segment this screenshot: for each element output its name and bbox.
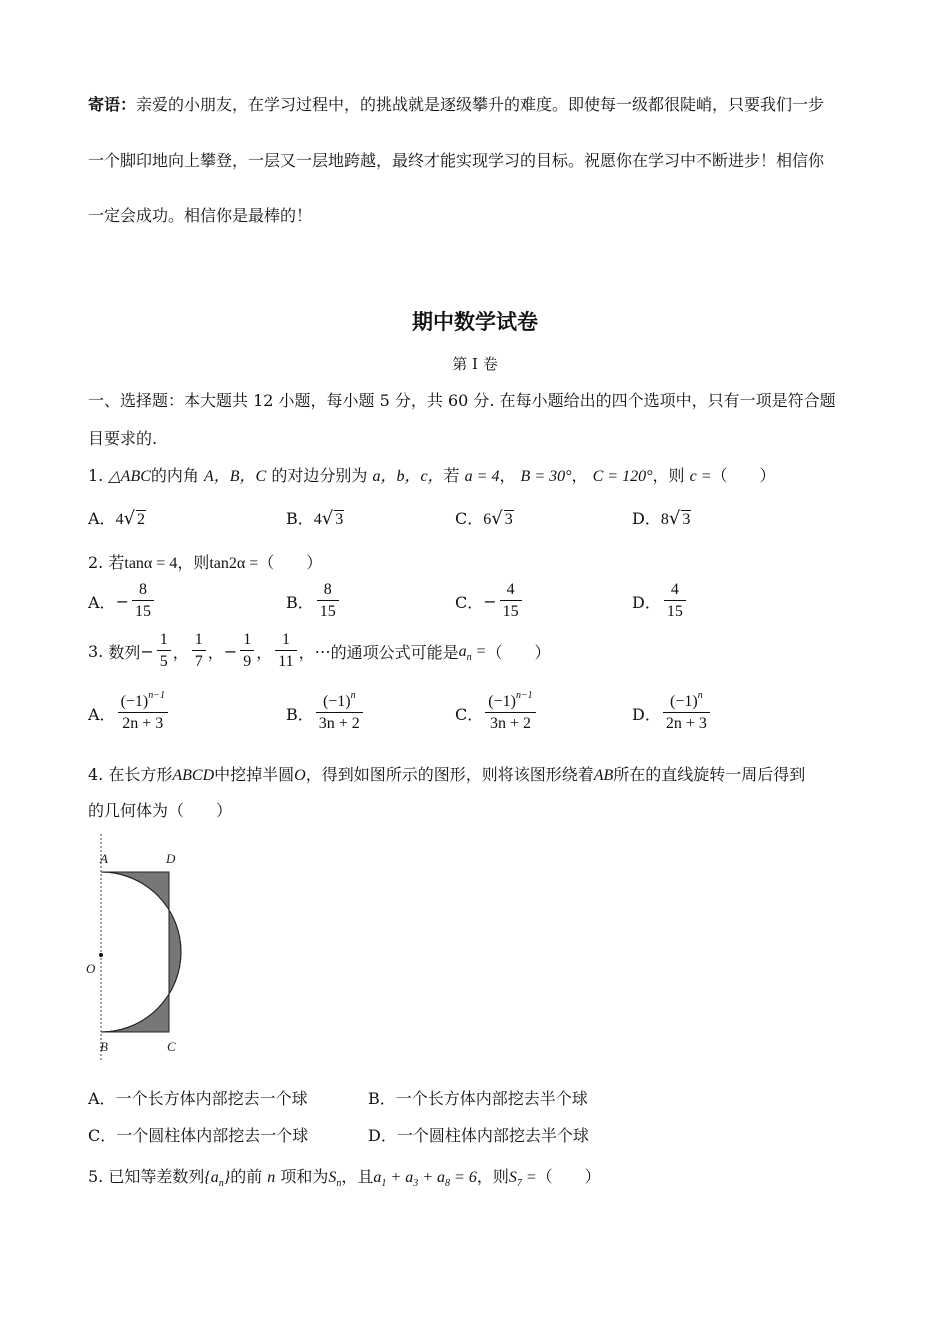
- q1-option-d[interactable]: D．8√ 3: [632, 508, 691, 529]
- message-label: 寄语：: [88, 95, 137, 114]
- label-o: O: [86, 961, 96, 976]
- q1-option-b[interactable]: B．4√ 3: [286, 508, 344, 529]
- section-header-line-2: 目要求的.: [88, 429, 158, 448]
- question-4-line-2: 的几何体为（ ）: [88, 801, 233, 820]
- page-title: 期中数学试卷: [412, 309, 538, 334]
- q2-option-a[interactable]: A．− $\frac{8}{15}$: [88, 580, 156, 623]
- q4-option-c[interactable]: C．一个圆柱体内部挖去一个球: [88, 1126, 309, 1145]
- q2-option-c[interactable]: C．− $\frac{4}{15}$: [455, 580, 524, 623]
- question-5: 5. 已知等差数列$\{a_n\}$的前 n 项和为$S_n$，且$a_1 + a_3 + a_8 = 6$，则$S_7$ =（ ）: [88, 1167, 601, 1189]
- q1-option-a[interactable]: A．4√ 2: [88, 508, 146, 529]
- label-a: A: [100, 851, 108, 866]
- label-d: D: [166, 851, 176, 866]
- q2-option-b[interactable]: B． $\frac{8}{15}$: [286, 580, 341, 623]
- label-c: C: [167, 1039, 176, 1054]
- section-header-line-1: 一、选择题：本大题共 12 小题，每小题 5 分，共 60 分. 在每小题给出的四个选项中，只有一项是符合题: [88, 391, 836, 410]
- q2-option-d[interactable]: D． $\frac{4}{15}$: [632, 580, 688, 623]
- q3-option-c[interactable]: C． $\frac{(-1)^{n-1}}{3n + 2}$: [455, 692, 538, 735]
- q1-option-c[interactable]: C．6√ 3: [455, 508, 513, 529]
- q3-option-d[interactable]: D． $\frac{(-1)^n}{2n + 3}$: [632, 692, 712, 735]
- message-line-3: 一定会成功。相信你是最棒的！: [88, 206, 313, 225]
- question-4-line-1: 4. 在长方形ABCD中挖掉半圆O，得到如图所示的图形，则将该图形绕着AB所在的直线旋转一周后得到: [88, 765, 806, 784]
- volume-label: 第 I 卷: [452, 355, 498, 373]
- message-line-2: 一个脚印地向上攀登，一层又一层地跨越，最终才能实现学习的目标。祝愿你在学习中不断进步！相信你: [88, 151, 825, 170]
- question-3: 3. 数列− $\frac{1}{5}$ ， $\frac{1}{7}$ ，− $\frac{1}{9}$ ， $\frac{1}{11}$ ，⋯的通项公式可能是$a_n$ =（ ）: [88, 631, 551, 670]
- q3-option-b[interactable]: B． $\frac{(-1)^n}{3n + 2}$: [286, 692, 365, 735]
- q4-option-a[interactable]: A．一个长方体内部挖去一个球: [88, 1089, 308, 1108]
- label-b: B: [100, 1039, 108, 1054]
- center-point: [99, 953, 103, 957]
- q4-figure: [80, 832, 190, 1062]
- q3-option-a[interactable]: A． $\frac{(-1)^{n-1}}{2n + 3}$: [88, 692, 170, 735]
- question-2: 2. 若tanα = 4，则tan2α =（ ）: [88, 553, 323, 572]
- question-1: 1. △ABC的内角 A，B，C 的对边分别为 a，b，c，若 a = 4， B = 30°， C = 120°，则 c =（ ）: [88, 466, 776, 485]
- shaded-region: [101, 872, 181, 1032]
- message-line-1: 寄语：亲爱的小朋友，在学习过程中，的挑战就是逐级攀升的难度。即使每一级都很陡峭，只要我们一步: [88, 95, 825, 114]
- q4-option-d[interactable]: D．一个圆柱体内部挖去半个球: [368, 1126, 589, 1145]
- q4-option-b[interactable]: B．一个长方体内部挖去半个球: [368, 1089, 588, 1108]
